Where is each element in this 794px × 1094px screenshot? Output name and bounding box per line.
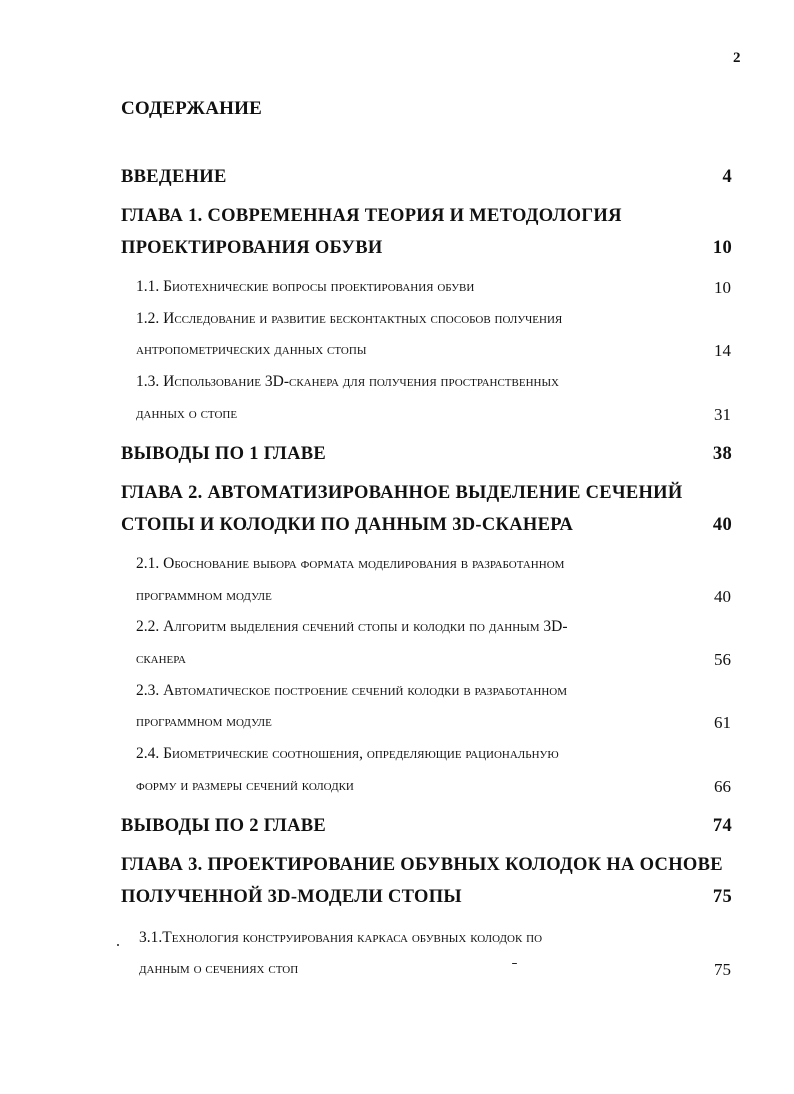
toc-entry-page: 75: [712, 887, 732, 907]
toc-entry-text: форму и размеры сечений колодки: [136, 777, 354, 794]
toc-entry-page: 75: [714, 960, 731, 979]
toc-entry-page: 74: [712, 816, 732, 836]
toc-entry-page: 10: [714, 278, 731, 297]
toc-entry-text: 2.3. Автоматическое построение сечений колодки в разработанном: [136, 682, 568, 699]
scan-speck: [512, 963, 517, 964]
toc-entry-text: 2.4. Биометрические соотношения, определяющие рациональную: [136, 745, 559, 762]
toc-entry-text: ВЫВОДЫ ПО 1 ГЛАВЕ: [121, 444, 327, 464]
toc-entry-page: 40: [714, 587, 731, 606]
toc-entry-text: данных о стопе: [136, 405, 238, 422]
toc-entry-text: программном модуле: [136, 713, 272, 730]
toc-entry-page: 4: [722, 167, 732, 187]
toc-entry-page: 66: [714, 777, 731, 796]
toc-entry-text: данным о сечениях стоп: [139, 960, 299, 977]
toc-entry-text: 1.3. Использование 3D-сканера для получения пространственных: [136, 373, 559, 390]
toc-entry-text: ВВЕДЕНИЕ: [121, 167, 227, 187]
toc-entry-page: 61: [714, 713, 731, 732]
toc-entry-page: 56: [714, 650, 731, 669]
toc-entry-text: ГЛАВА 1. СОВРЕМЕННАЯ ТЕОРИЯ И МЕТОДОЛОГИЯ: [121, 206, 622, 226]
toc-entry-text: 1.1. Биотехнические вопросы проектирования обуви: [136, 278, 475, 295]
toc-entry-page: 40: [712, 515, 732, 535]
toc-entry-text: ГЛАВА 3. ПРОЕКТИРОВАНИЕ ОБУВНЫХ КОЛОДОК НА ОСНОВЕ: [121, 855, 723, 875]
toc-entry-page: 14: [714, 341, 731, 360]
toc-entry-text: 2.1. Обоснование выбора формата моделирования в разработанном: [136, 555, 565, 572]
toc-entry-text: 2.2. Алгоритм выделения сечений стопы и колодки по данным 3D-: [136, 618, 568, 635]
toc-entry-text: ПРОЕКТИРОВАНИЯ ОБУВИ: [121, 238, 383, 258]
toc-entry-text: 1.2. Исследование и развитие бесконтактных способов получения: [136, 310, 563, 327]
page-number: 2: [733, 50, 741, 66]
toc-entry-text: ГЛАВА 2. АВТОМАТИЗИРОВАННОЕ ВЫДЕЛЕНИЕ СЕЧЕНИЙ: [121, 483, 683, 503]
toc-entry-page: 31: [714, 405, 731, 424]
toc-entry-text: 3.1.Технология конструирования каркаса обувных колодок по: [139, 929, 543, 946]
toc-entry-text: ПОЛУЧЕННОЙ 3D-МОДЕЛИ СТОПЫ: [121, 887, 462, 907]
toc-entry-text: ВЫВОДЫ ПО 2 ГЛАВЕ: [121, 816, 327, 836]
toc-entry-text: сканера: [136, 650, 186, 667]
toc-entry-text: СТОПЫ И КОЛОДКИ ПО ДАННЫМ 3D-СКАНЕРА: [121, 515, 574, 535]
toc-entry-page: 38: [712, 444, 732, 464]
scan-speck: [117, 944, 119, 946]
toc-title: СОДЕРЖАНИЕ: [121, 98, 262, 119]
toc-entry-text: программном модуле: [136, 587, 272, 604]
toc-entry-page: 10: [712, 238, 732, 258]
toc-entry-text: антропометрических данных стопы: [136, 341, 367, 358]
